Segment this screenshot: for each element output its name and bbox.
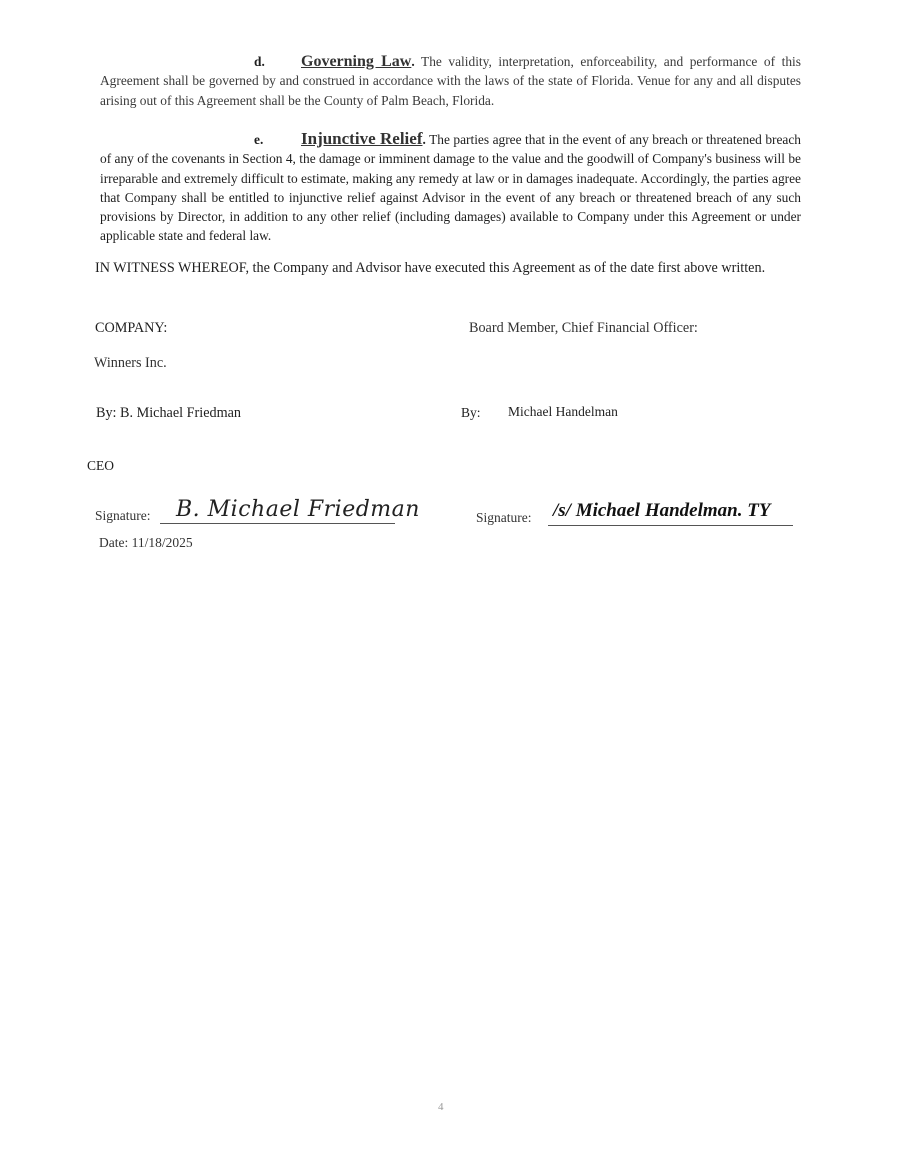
officer-signature-label: Signature: (476, 510, 532, 525)
officer-by-label: By: (461, 405, 481, 420)
company-title: CEO (87, 458, 114, 473)
section-e-paragraph: e. Injunctive Relief. The parties agree that in the event of any breach or threatened breach of any of the covenants in Section 4, the damage or imminent damage to the value and the goodwill of Company's business will be irreparable and extremely difficult to estimate, making any remedy at law or in damages inadequate. Accordingly, the parties agree that Company shall be entitled to injunctive relief against Advisor in the event of any breach or threatened breach of any such provisions by Director, in addition to any other relief (including damages) available to Company under this Agreement or under applicable state and federal law. (100, 129, 801, 244)
section-d-paragraph: d. Governing Law. The validity, interpretation, enforceability, and performance of this Agreement shall be governed by and construed in accordance with the laws of the state of Florida. Venue for any and all disputes arising out of this Agreement shall be the County of Palm Beach, Florida. (100, 53, 801, 108)
company-name: Winners Inc. (94, 355, 167, 371)
company-label: COMPANY: (95, 320, 168, 336)
company-by: By: B. Michael Friedman (96, 405, 242, 421)
witness-clause: IN WITNESS WHEREOF, the Company and Advisor have executed this Agreement as of the date first above written. (95, 260, 766, 276)
company-signature-line (160, 523, 395, 524)
company-date: Date: 11/18/2025 (99, 535, 193, 550)
section-e-marker: e. (254, 132, 264, 147)
page-number: 4 (438, 1101, 444, 1113)
officer-signature-line (548, 525, 793, 526)
company-signature-label: Signature: (95, 508, 151, 523)
officer-label: Board Member, Chief Financial Officer: (469, 320, 698, 336)
section-e-heading: Injunctive Relief (301, 129, 423, 148)
section-d-text: The validity, interpretation, enforceability, and performance of this Agreement shall be governed by and construed in accordance with the laws of the state of Florida. Venue for any and all disputes arising out of this Agreement shall be the County of Palm Beach, Florida. (100, 54, 801, 108)
officer-signature: /s/ Michael Handelman. TY (553, 500, 771, 521)
section-d-marker: d. (254, 54, 265, 69)
officer-by-name: Michael Handelman (508, 404, 618, 419)
company-signature: B. Michael Friedman (176, 497, 420, 522)
section-d-heading: Governing Law (301, 53, 412, 70)
section-e-text: The parties agree that in the event of any breach or threatened breach of any of the covenants in Section 4, the damage or imminent damage to the value and the goodwill of Company's business will be irreparable and extremely difficult to estimate, making any remedy at law or in damages inadequate. Accordingly, the parties agree that Company shall be entitled to injunctive relief against Advisor in the event of any breach or threatened breach of any such provisions by Director, in addition to any other relief (including damages) available to Company under this Agreement or under applicable state and federal law. (100, 132, 801, 244)
